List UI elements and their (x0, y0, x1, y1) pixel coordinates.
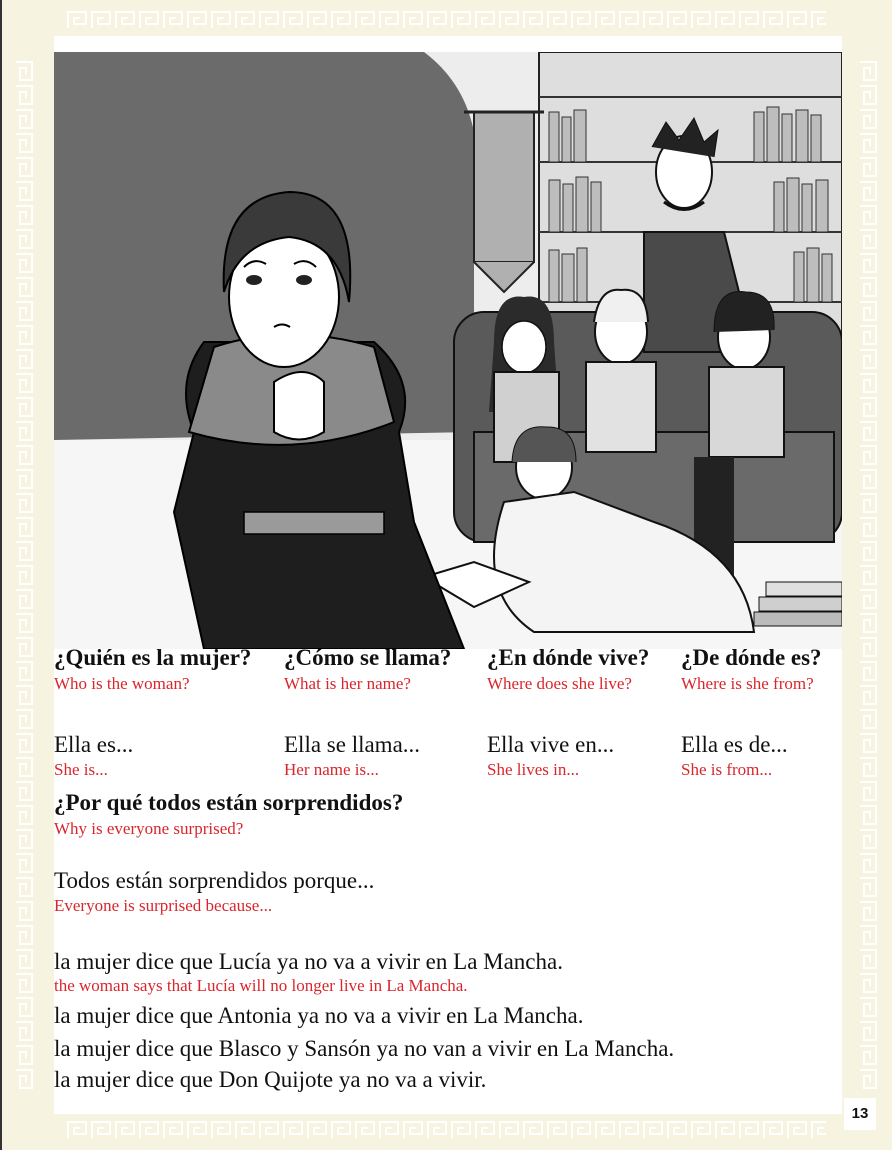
greek-key-border-right (856, 60, 880, 1090)
question-why-translation: Why is everyone surprised? (54, 819, 244, 838)
example-sentence-3: la mujer dice que Blasco y Sansón ya no van a vivir en La Mancha. (54, 1036, 675, 1061)
question-why: ¿Por qué todos están sorprendidos? (54, 790, 404, 815)
answer-where-live-translation: She lives in... (487, 760, 580, 779)
example-sentence-4: la mujer dice que Don Quijote ya no va a vivir. (54, 1067, 487, 1092)
question-where-from: ¿De dónde es? (681, 645, 822, 670)
answer-name: Ella se llama... (284, 732, 421, 757)
page-number: 13 (844, 1098, 876, 1130)
question-block-1 (54, 645, 251, 780)
answer-where-from-translation: She is from... (681, 760, 773, 779)
page-edge-line (0, 0, 2, 1150)
why-block (54, 790, 403, 916)
answer-name-translation: Her name is... (284, 760, 379, 779)
answer-why: Todos están sorprendidos porque... (54, 868, 375, 893)
greek-key-border-top (66, 8, 826, 32)
question-where-live-translation: Where does she live? (487, 674, 632, 693)
answer-where-from: Ella es de... (681, 732, 788, 757)
answer-who: Ella es... (54, 732, 134, 757)
answer-why-translation: Everyone is surprised because... (54, 896, 273, 915)
question-block-3 (487, 645, 649, 780)
question-where-from-translation: Where is she from? (681, 674, 814, 693)
greek-key-border-bottom (66, 1118, 826, 1142)
question-block-4 (681, 645, 822, 780)
question-block-2 (284, 645, 451, 780)
greek-key-border-left (12, 60, 36, 1090)
example-sentence-2: la mujer dice que Antonia ya no va a vivir en La Mancha. (54, 1003, 584, 1028)
question-who-translation: Who is the woman? (54, 674, 190, 693)
example-sentence-1-translation: the woman says that Lucía will no longer live in La Mancha. (54, 976, 468, 995)
example-sentence-1: la mujer dice que Lucía ya no va a vivir en La Mancha. (54, 949, 563, 974)
answer-where-live: Ella vive en... (487, 732, 615, 757)
answer-who-translation: She is... (54, 760, 108, 779)
comic-illustration (54, 52, 842, 649)
question-where-live: ¿En dónde vive? (487, 645, 650, 670)
question-name-translation: What is her name? (284, 674, 411, 693)
question-who: ¿Quién es la mujer? (54, 645, 252, 670)
question-name: ¿Cómo se llama? (284, 645, 452, 670)
